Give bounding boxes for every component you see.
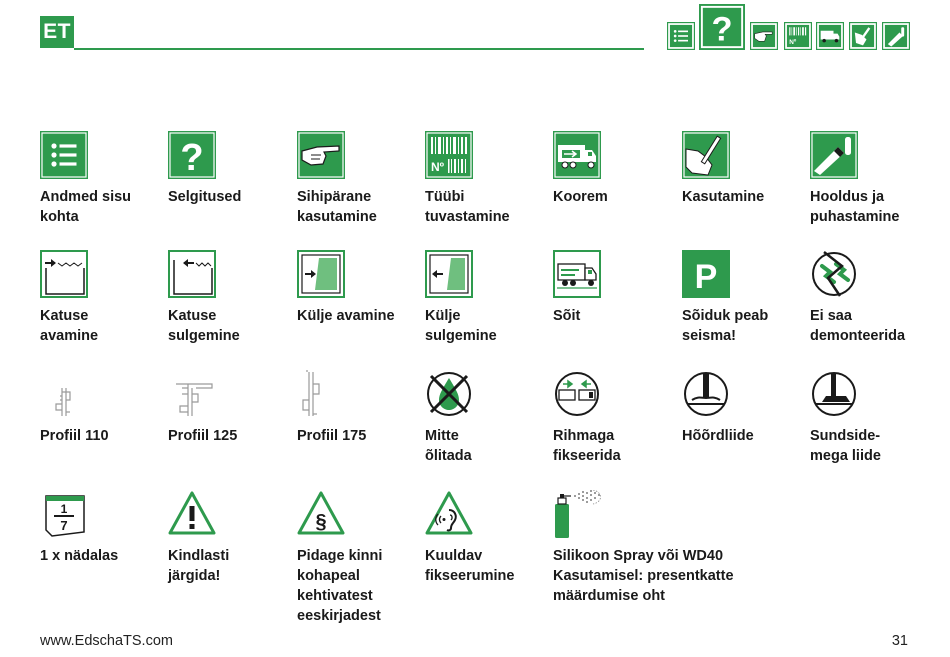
nav-hand-tool-icon[interactable]	[849, 22, 877, 50]
cell-profile-110	[40, 370, 165, 444]
roof-close-icon	[168, 250, 216, 298]
no-oil-icon	[425, 370, 473, 418]
side-close-icon	[425, 250, 473, 298]
cell-profile-125	[168, 370, 293, 444]
hand-tool-icon	[682, 131, 730, 179]
audible-click-icon	[425, 490, 473, 538]
cell-label: Kindlasti järgida!	[168, 548, 230, 584]
cell-audible-click	[425, 490, 550, 584]
cell-label: Sõit	[553, 308, 581, 324]
truck-load-icon	[553, 131, 601, 179]
svg-text:?: ?	[711, 10, 733, 49]
regulation-icon	[297, 490, 345, 538]
list-icon	[40, 131, 88, 179]
pointing-hand-icon	[297, 131, 345, 179]
cell-label: Kasutamine	[682, 189, 765, 205]
cell-roof-close	[168, 250, 293, 344]
nav-truck-icon[interactable]	[816, 22, 844, 50]
cell-label: Sihipärane kasutamine	[297, 189, 377, 225]
calendar-denominator: 7	[60, 518, 68, 533]
language-badge: ET	[40, 16, 74, 48]
cell-label: Rihmaga fikseerida	[553, 428, 621, 464]
nav-list-icon[interactable]	[667, 22, 695, 50]
cell-label: 1 x nädalas	[40, 548, 119, 564]
cell-label: Profiil 110	[40, 428, 109, 444]
cell-label: Külje avamine	[297, 308, 395, 324]
header-rule	[74, 48, 644, 50]
cell-explanations	[168, 131, 293, 205]
svg-text:§: §	[315, 511, 327, 533]
barcode-icon	[425, 131, 473, 179]
cell-label: Hõõrdliide	[682, 428, 754, 444]
cell-local-regulations	[297, 490, 422, 624]
cell-label: Katuse avamine	[40, 308, 99, 344]
roof-open-icon	[40, 250, 88, 298]
cell-label: Andmed sisu kohta	[40, 189, 132, 225]
cell-load	[553, 131, 678, 205]
cell-roof-open	[40, 250, 165, 344]
cell-friction-joint	[682, 370, 807, 444]
cell-must-follow	[168, 490, 293, 584]
cell-label: Pidage kinni kohapeal kehtivatest eeskirjadest	[297, 548, 383, 624]
cell-label: Ei saa demonteerida	[810, 308, 906, 344]
warning-icon	[168, 490, 216, 538]
positive-joint-icon	[810, 370, 858, 418]
footer-url[interactable]: www.EdschaTS.com	[40, 633, 173, 649]
cell-label: Koorem	[553, 189, 608, 205]
cell-side-open	[297, 250, 422, 324]
nav-pointing-hand-icon[interactable]	[750, 22, 778, 50]
parking-letter: P	[694, 258, 718, 296]
svg-text:Nº: Nº	[789, 39, 797, 47]
cell-label: Kuuldav fikseerumine	[425, 548, 515, 584]
strap-icon	[553, 370, 601, 418]
calendar-icon	[40, 490, 88, 538]
cell-silicone-spray	[553, 490, 734, 604]
cell-positive-joint	[810, 370, 935, 464]
nav-barcode-icon[interactable]	[784, 22, 812, 50]
cell-label: Külje sulgemine	[425, 308, 497, 344]
cell-type-identification	[425, 131, 550, 225]
profile-125-icon	[168, 370, 216, 418]
nav-cleaning-icon[interactable]	[882, 22, 910, 50]
friction-joint-icon	[682, 370, 730, 418]
calendar-numerator: 1	[60, 502, 68, 516]
cell-strap	[553, 370, 678, 464]
cell-label: Silikoon Spray või WD40 Kasutamisel: presentkatte määrdumise oht	[553, 548, 734, 604]
cell-label: Katuse sulgemine	[168, 308, 240, 344]
cell-label: Tüübi tuvastamine	[425, 189, 510, 225]
spray-can-icon	[553, 490, 607, 538]
cell-weekly	[40, 490, 165, 564]
profile-110-icon	[40, 370, 88, 418]
nav-question-icon[interactable]	[699, 4, 745, 50]
cell-label: Sõiduk peab seisma!	[682, 308, 769, 344]
no-disassembly-icon	[810, 250, 858, 298]
cell-label: Profiil 175	[297, 428, 367, 444]
cell-label: Hooldus ja puhastamine	[810, 189, 900, 225]
cell-label: Sundside- mega liide	[810, 428, 881, 464]
cell-driving	[553, 250, 678, 324]
page-number: 31	[891, 633, 908, 649]
cell-no-disassembly	[810, 250, 935, 344]
svg-text:?: ?	[180, 137, 204, 179]
cell-usage	[682, 131, 807, 205]
cell-maintenance	[810, 131, 935, 225]
question-icon	[168, 131, 216, 179]
cell-label: Mitte õlitada	[425, 428, 472, 464]
cell-no-oil	[425, 370, 550, 464]
cell-intended-use	[297, 131, 422, 225]
cell-label: Profiil 125	[168, 428, 238, 444]
cell-profile-175	[297, 370, 422, 444]
cell-label: Selgitused	[168, 189, 242, 205]
cell-content-info	[40, 131, 165, 225]
barcode-mark: Nº	[431, 160, 445, 174]
profile-175-icon	[297, 370, 345, 418]
cleaning-icon	[810, 131, 858, 179]
driving-truck-icon	[553, 250, 601, 298]
cell-vehicle-stationary	[682, 250, 807, 344]
parking-icon	[682, 250, 730, 298]
cell-side-close	[425, 250, 550, 344]
side-open-icon	[297, 250, 345, 298]
